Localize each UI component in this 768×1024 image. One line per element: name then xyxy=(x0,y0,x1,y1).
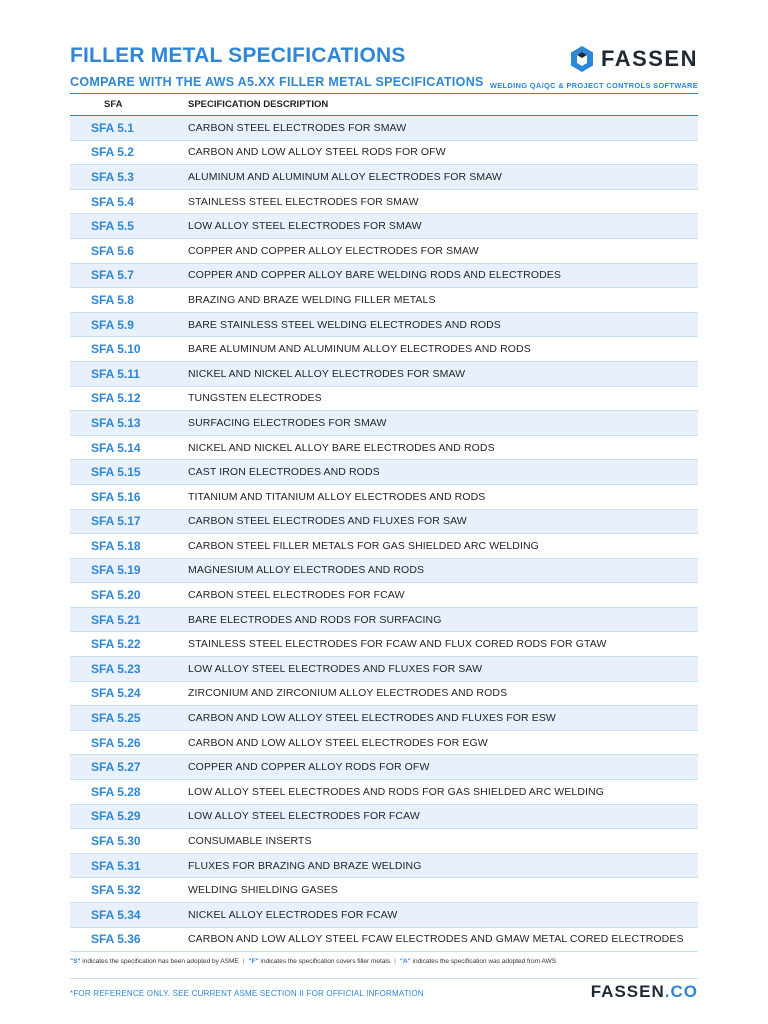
table-row xyxy=(70,362,698,387)
sfa-code: SFA 5.25 xyxy=(91,711,141,726)
legend-key-a: "A" xyxy=(399,958,411,965)
table-header xyxy=(70,93,698,116)
footer-divider xyxy=(70,978,698,979)
spec-description: CARBON STEEL ELECTRODES FOR SMAW xyxy=(188,121,407,134)
table-row xyxy=(70,214,698,239)
spec-description: CARBON AND LOW ALLOY STEEL ELECTRODES FOR EGW xyxy=(188,736,488,749)
spec-description: STAINLESS STEEL ELECTRODES FOR FCAW AND FLUX CORED RODS FOR GTAW xyxy=(188,638,607,651)
table-body xyxy=(70,116,698,952)
spec-description: CARBON STEEL ELECTRODES FOR FCAW xyxy=(188,589,405,602)
spec-table xyxy=(70,93,698,952)
sfa-code: SFA 5.1 xyxy=(91,120,134,135)
table-row xyxy=(70,583,698,608)
spec-description: CARBON AND LOW ALLOY STEEL FCAW ELECTRODES AND GMAW METAL CORED ELECTRODES xyxy=(188,933,684,946)
brand-logo xyxy=(571,44,698,74)
table-row xyxy=(70,805,698,830)
table-row xyxy=(70,755,698,780)
spec-description: NICKEL AND NICKEL ALLOY BARE ELECTRODES AND RODS xyxy=(188,441,495,454)
sfa-code: SFA 5.13 xyxy=(91,415,141,430)
legend-key-f: "F" xyxy=(248,958,259,965)
spec-description: BARE ALUMINUM AND ALUMINUM ALLOY ELECTRODES AND RODS xyxy=(188,343,531,356)
spec-description: TITANIUM AND TITANIUM ALLOY ELECTRODES AND RODS xyxy=(188,490,486,503)
spec-description: LOW ALLOY STEEL ELECTRODES AND RODS FOR GAS SHIELDED ARC WELDING xyxy=(188,785,605,798)
sfa-code: SFA 5.8 xyxy=(91,292,134,307)
sfa-code: SFA 5.12 xyxy=(91,391,141,406)
spec-description: STAINLESS STEEL ELECTRODES FOR SMAW xyxy=(188,195,419,208)
table-row xyxy=(70,337,698,362)
spec-description: COPPER AND COPPER ALLOY RODS FOR OFW xyxy=(188,761,430,774)
sfa-code: SFA 5.23 xyxy=(91,661,141,676)
column-header-sfa: SFA xyxy=(104,99,123,110)
legend-text-f: indicates the specification covers filler metals xyxy=(258,958,391,965)
sfa-code: SFA 5.11 xyxy=(91,366,140,381)
table-row xyxy=(70,411,698,436)
sfa-code: SFA 5.3 xyxy=(91,169,134,184)
spec-description: BARE ELECTRODES AND RODS FOR SURFACING xyxy=(188,613,442,626)
table-row xyxy=(70,829,698,854)
fassen-logo-icon xyxy=(571,46,593,72)
table-row xyxy=(70,460,698,485)
sfa-code: SFA 5.21 xyxy=(91,612,141,627)
table-row xyxy=(70,190,698,215)
legend-text-a: indicates the specification was adopted from AWS xyxy=(410,958,557,965)
spec-description: CAST IRON ELECTRODES AND RODS xyxy=(188,466,380,479)
table-row xyxy=(70,116,698,141)
page-title: FILLER METAL SPECIFICATIONS xyxy=(70,44,406,67)
footer-brand-name: FASSEN xyxy=(590,982,665,1001)
sfa-code: SFA 5.27 xyxy=(91,760,141,775)
page-header xyxy=(70,44,700,94)
sfa-code: SFA 5.19 xyxy=(91,563,141,578)
sfa-code: SFA 5.6 xyxy=(91,243,134,258)
sfa-code: SFA 5.15 xyxy=(91,465,141,480)
table-row xyxy=(70,928,698,953)
sfa-code: SFA 5.26 xyxy=(91,735,141,750)
table-row xyxy=(70,288,698,313)
spec-description: LOW ALLOY STEEL ELECTRODES FOR SMAW xyxy=(188,220,422,233)
sfa-code: SFA 5.32 xyxy=(91,883,141,898)
spec-description: BRAZING AND BRAZE WELDING FILLER METALS xyxy=(188,293,436,306)
spec-description: BARE STAINLESS STEEL WELDING ELECTRODES AND RODS xyxy=(188,318,501,331)
sfa-code: SFA 5.20 xyxy=(91,588,141,603)
spec-description: CARBON AND LOW ALLOY STEEL ELECTRODES AND FLUXES FOR ESW xyxy=(188,712,556,725)
table-row xyxy=(70,510,698,535)
table-row xyxy=(70,387,698,412)
sfa-code: SFA 5.9 xyxy=(91,317,134,332)
table-row xyxy=(70,485,698,510)
sfa-code: SFA 5.22 xyxy=(91,637,141,652)
divider: | xyxy=(394,958,396,965)
table-row xyxy=(70,436,698,461)
page-subtitle: COMPARE WITH THE AWS A5.XX FILLER METAL SPECIFICATIONS xyxy=(70,75,484,89)
table-row xyxy=(70,706,698,731)
sfa-code: SFA 5.28 xyxy=(91,784,141,799)
spec-description: LOW ALLOY STEEL ELECTRODES FOR FCAW xyxy=(188,810,420,823)
spec-description: TUNGSTEN ELECTRODES xyxy=(188,392,322,405)
table-row xyxy=(70,878,698,903)
footer-brand xyxy=(591,982,698,1002)
spec-description: COPPER AND COPPER ALLOY BARE WELDING RODS AND ELECTRODES xyxy=(188,269,562,282)
table-row xyxy=(70,534,698,559)
table-row xyxy=(70,657,698,682)
table-row xyxy=(70,903,698,928)
sfa-code: SFA 5.30 xyxy=(91,834,141,849)
table-row xyxy=(70,559,698,584)
brand-tagline: WELDING QA/QC & PROJECT CONTROLS SOFTWARE xyxy=(489,81,698,90)
sfa-code: SFA 5.14 xyxy=(91,440,141,455)
sfa-code: SFA 5.5 xyxy=(91,219,134,234)
spec-description: ALUMINUM AND ALUMINUM ALLOY ELECTRODES FOR SMAW xyxy=(188,170,502,183)
spec-description: LOW ALLOY STEEL ELECTRODES AND FLUXES FOR SAW xyxy=(188,662,483,675)
table-row xyxy=(70,264,698,289)
brand-name: FASSEN xyxy=(600,46,698,71)
spec-description: NICKEL AND NICKEL ALLOY ELECTRODES FOR SMAW xyxy=(188,367,466,380)
sfa-code: SFA 5.7 xyxy=(91,268,134,283)
spec-description: COPPER AND COPPER ALLOY ELECTRODES FOR SMAW xyxy=(188,244,479,257)
table-row xyxy=(70,239,698,264)
spec-description: CONSUMABLE INSERTS xyxy=(188,835,312,848)
spec-description: ZIRCONIUM AND ZIRCONIUM ALLOY ELECTRODES AND RODS xyxy=(188,687,508,700)
sfa-code: SFA 5.16 xyxy=(91,489,141,504)
spec-description: CARBON STEEL ELECTRODES AND FLUXES FOR SAW xyxy=(188,515,467,528)
spec-description: MAGNESIUM ALLOY ELECTRODES AND RODS xyxy=(188,564,425,577)
table-row xyxy=(70,682,698,707)
table-row xyxy=(70,608,698,633)
divider: | xyxy=(242,958,245,965)
sfa-code: SFA 5.2 xyxy=(91,145,134,160)
spec-description: NICKEL ALLOY ELECTRODES FOR FCAW xyxy=(188,908,398,921)
table-row xyxy=(70,731,698,756)
table-row xyxy=(70,780,698,805)
spec-description: CARBON AND LOW ALLOY STEEL RODS FOR OFW xyxy=(188,146,446,159)
sfa-code: SFA 5.31 xyxy=(91,858,141,873)
legend-text-s: indicates the specification has been adopted by ASME xyxy=(80,958,239,965)
sfa-code: SFA 5.17 xyxy=(91,514,141,529)
table-row xyxy=(70,854,698,879)
table-row xyxy=(70,141,698,166)
legend-key-s: "S" xyxy=(70,958,81,965)
spec-description: FLUXES FOR BRAZING AND BRAZE WELDING xyxy=(188,859,422,872)
footer-disclaimer: *FOR REFERENCE ONLY. SEE CURRENT ASME SECTION II FOR OFFICIAL INFORMATION xyxy=(70,989,424,998)
sfa-code: SFA 5.4 xyxy=(91,194,134,209)
table-row xyxy=(70,313,698,338)
sfa-code: SFA 5.10 xyxy=(91,342,141,357)
sfa-code: SFA 5.34 xyxy=(91,907,141,922)
legend-footnote xyxy=(70,958,698,965)
sfa-code: SFA 5.18 xyxy=(91,538,141,553)
column-header-description: SPECIFICATION DESCRIPTION xyxy=(188,99,329,110)
sfa-code: SFA 5.36 xyxy=(91,932,141,947)
table-row xyxy=(70,632,698,657)
sfa-code: SFA 5.29 xyxy=(91,809,141,824)
spec-description: SURFACING ELECTRODES FOR SMAW xyxy=(188,416,387,429)
sfa-code: SFA 5.24 xyxy=(91,686,141,701)
spec-description: CARBON STEEL FILLER METALS FOR GAS SHIELDED ARC WELDING xyxy=(188,539,539,552)
spec-description: WELDING SHIELDING GASES xyxy=(188,884,338,897)
table-row xyxy=(70,165,698,190)
footer-brand-tld: .CO xyxy=(664,982,698,1001)
